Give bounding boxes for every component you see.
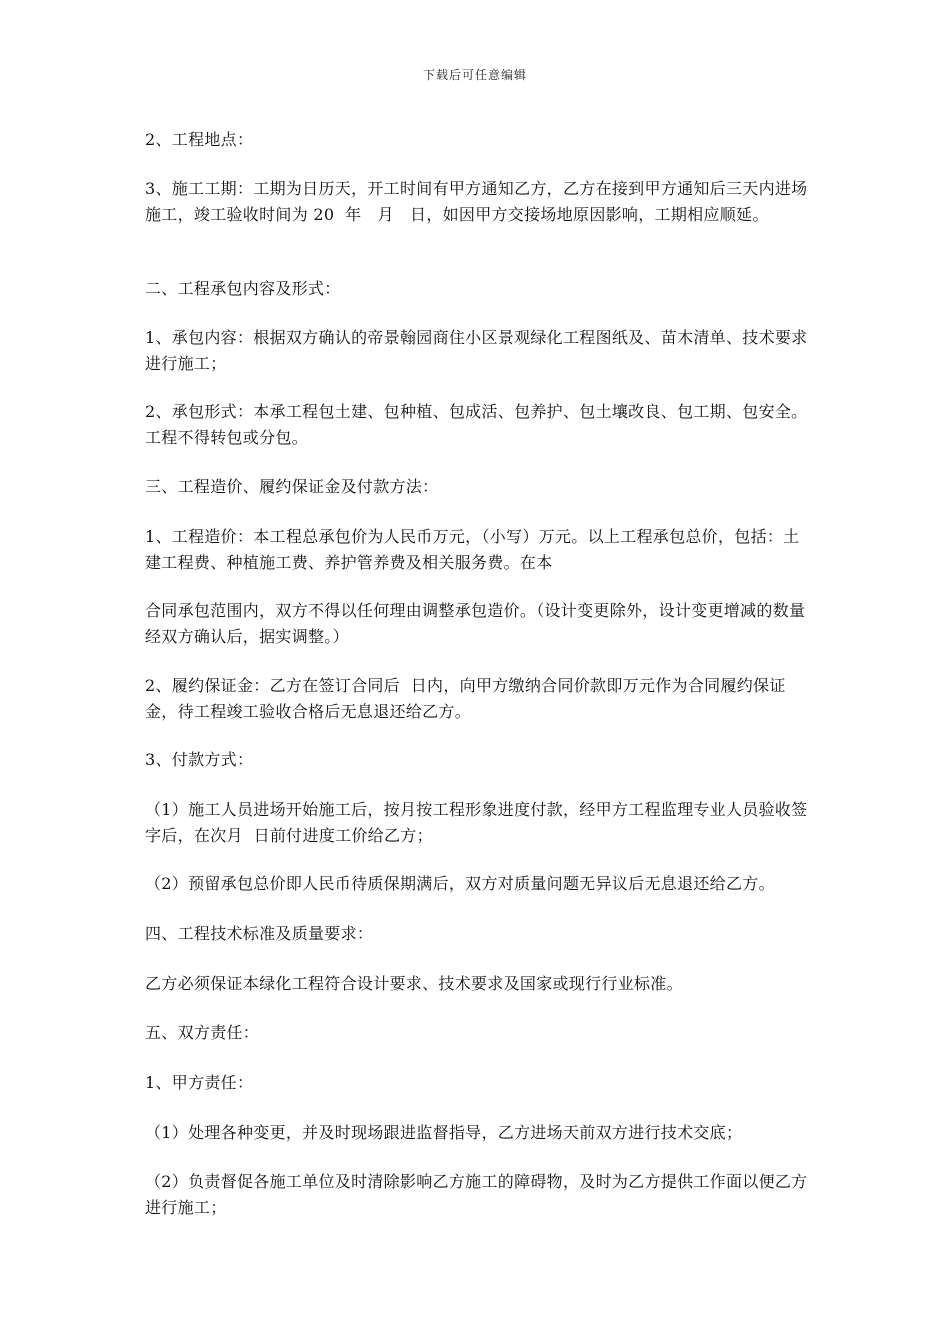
paragraph-price-adjustment: 合同承包范围内，双方不得以任何理由调整承包造价。（设计变更除外，设计变更增减的数量经双方确认后，据实调整。） xyxy=(145,601,806,646)
paragraph-party-a-item-2: （2）负责督促各施工单位及时清除影响乙方施工的障碍物，及时为乙方提供工作面以便乙方进行施工； xyxy=(145,1172,808,1217)
paragraph-payment-item-1: （1）施工人员进场开始施工后，按月按工程形象进度付款，经甲方工程监理专业人员验收签字后，在次月 日前付进度工价给乙方； xyxy=(145,800,808,845)
paragraph-party-a-responsibility: 1、甲方责任： xyxy=(145,1073,254,1092)
paragraph-project-location: 2、工程地点： xyxy=(145,130,254,149)
section-heading-price: 三、工程造价、履约保证金及付款方法： xyxy=(145,477,439,496)
paragraph-contract-form: 2、承包形式：本承工程包土建、包种植、包成活、包养护、包土壤改良、包工期、包安全。工程不得转包或分包。 xyxy=(145,402,808,447)
page-header: 下载后可任意编辑 xyxy=(422,68,527,82)
paragraph-quality-standard: 乙方必须保证本绿化工程符合设计要求、技术要求及国家或现行行业标准。 xyxy=(145,974,683,993)
paragraph-payment-item-2: （2）预留承包总价即人民币待质保期满后，双方对质量问题无异议后无息退还给乙方。 xyxy=(145,874,775,893)
paragraph-payment-method: 3、付款方式： xyxy=(145,750,254,769)
paragraph-project-price: 1、工程造价：本工程总承包价为人民币万元，（小写）万元。以上工程承包总价，包括：土建工程费、种植施工费、养护管养费及相关服务费。在本 xyxy=(145,527,800,572)
section-heading-quality: 四、工程技术标准及质量要求： xyxy=(145,924,374,943)
section-heading-responsibilities: 五、双方责任： xyxy=(145,1023,260,1042)
paragraph-contract-content: 1、承包内容：根据双方确认的帝景翰园商住小区景观绿化工程图纸及、苗木清单、技术要求进行施工； xyxy=(145,328,808,373)
paragraph-performance-bond: 2、履约保证金：乙方在签订合同后 日内，向甲方缴纳合同价款即万元作为合同履约保证金，待工程竣工验收合格后无息退还给乙方。 xyxy=(145,676,786,721)
section-heading-scope: 二、工程承包内容及形式： xyxy=(145,279,341,298)
paragraph-construction-period: 3、施工工期：工期为日历天，开工时间有甲方通知乙方，乙方在接到甲方通知后三天内进场施工，竣工验收时间为 20 年 月 日，如因甲方交接场地原因影响，工期相应顺延。 xyxy=(145,179,808,224)
paragraph-party-a-item-1: （1）处理各种变更，并及时现场跟进监督指导，乙方进场天前双方进行技术交底； xyxy=(145,1123,743,1142)
